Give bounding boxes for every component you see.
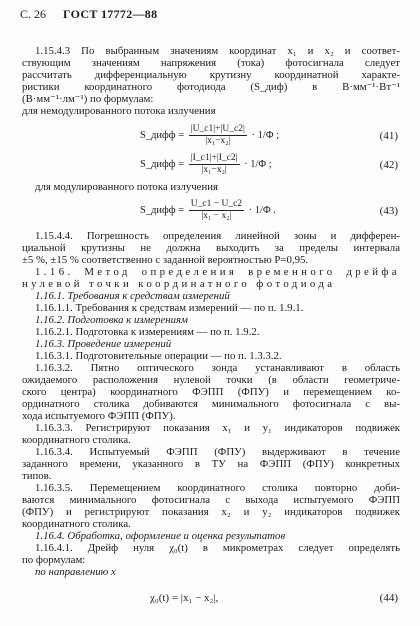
text-line: заданного времени, указанного в ТУ на ФЭПП (ФПУ) конкретных — [22, 458, 400, 470]
text-line: для модулированного потока излучения — [35, 181, 218, 193]
text-line: 1.16.3.3. Регистрируют показания x₁ и y₁ индикаторов подвижек — [35, 422, 400, 434]
text-line: 1.16.3.4. Испытуемый ФЭПП (ФПУ) выдерживают в течение — [35, 446, 400, 458]
formula-42: S_дифф = $\frac{|I\_c1|+|I\_c2|}{\text{|x₁−x₂|}}$ · 1/Φ ; — [140, 153, 272, 175]
text-line: 1.16.4.1. Дрейф нуля χ₀(t) в микрометрах следует определять — [35, 542, 400, 554]
text-line: ваются минимального фотосигнала с выхода испытуемого ФЭПП — [22, 494, 400, 506]
text-line: (В·мм⁻¹·лм⁻¹) по формулам: — [22, 93, 154, 105]
subheading: 1.16.1. Требования к средствам измерений — [35, 290, 230, 302]
text-line: ствующим значениям напряжения (тока) фотосигнала следует — [22, 57, 400, 69]
formula-43: S_дифф = $\frac{U\_c1 - U\_c2}{\text{|x₁ − x₂|}}$ · 1/Φ . — [140, 199, 276, 221]
text-line: циальной крутизны не должна выходить за пределы интервала — [22, 242, 400, 254]
text-line: ожидаемого расположения нулевой точки (в области геометриче- — [22, 374, 400, 386]
text-line: 1.16.3.1. Подготовительные операции — по п. 1.3.3.2. — [35, 350, 282, 362]
standard-code: ГОСТ 17772—88 — [63, 7, 158, 21]
text-line: по формулам: — [22, 554, 86, 566]
text-line: 1.15.4.3 По выбранным значениям координат x₁ и x₂ и соответ- — [35, 45, 400, 57]
page-number: С. 26 — [20, 7, 47, 21]
text-line: 1.16.1.1. Требования к средствам измерений — по п. 1.9.1. — [35, 302, 304, 314]
text-line: (ФПУ) и регистрируют показания x₂ и y₂ индикаторов подвижек — [22, 506, 400, 518]
page-header — [20, 7, 157, 22]
equation-number: (41) — [379, 130, 398, 142]
formula-44: χ₀(t) = |x₁ − x₂|, — [150, 592, 219, 604]
subheading: 1.16.3. Проведение измерений — [35, 338, 172, 350]
text-line: для немодулированного потока излучения — [22, 105, 216, 117]
text-line: координатного столика. — [22, 518, 131, 530]
text-line: 1.16.3.2. Пятно оптического зонда устанавливают в область — [35, 362, 400, 374]
text-line: ±5 %, ±15 % соответственно с заданной вероятностью P=0,95. — [22, 254, 309, 266]
equation-number: (43) — [379, 205, 398, 217]
text-line: ского центра) координатного ФЭПП (ФПУ) и перемещением ко- — [22, 386, 400, 398]
equation-number: (42) — [379, 159, 398, 171]
formula-41: S_дифф = $\frac{|U\_c1|+|U\_c2|}{\text{|x₁−x₂|}}$ · 1/Φ ; — [140, 124, 280, 146]
text-line: 1.16.2.1. Подготовка к измерениям — по п. 1.9.2. — [35, 326, 260, 338]
subheading: 1.16.2. Подготовка к измерениям — [35, 314, 188, 326]
text-line: 1.15.4.4. Погрешность определения линейной зоны и дифферен- — [35, 230, 400, 242]
text-line: типов. — [22, 470, 52, 482]
section-heading: 1.16. Метод определения временного дрейфа — [35, 266, 400, 278]
equation-number: (44) — [379, 592, 398, 604]
section-heading: нулевой точки координатного фотодиода — [22, 278, 336, 290]
text-line: хода испытуемого ФЭПП (ФПУ). — [22, 410, 176, 422]
text-line: ординатного столика добиваются минимального фотосигнала с вы- — [22, 398, 400, 410]
text-line: координатного столика. — [22, 434, 131, 446]
text-line: рассчитать дифференциальную крутизну координатной характе- — [22, 69, 400, 81]
subheading: 1.16.4. Обработка, оформление и оценка результатов — [35, 530, 286, 542]
text-line: ристики координатного фотодиода (S_диф) в В·мм⁻¹·Вт⁻¹ — [22, 81, 400, 93]
text-line: по направлению x — [35, 566, 116, 578]
text-line: 1.16.3.5. Перемещением координатного столика повторно доби- — [35, 482, 400, 494]
